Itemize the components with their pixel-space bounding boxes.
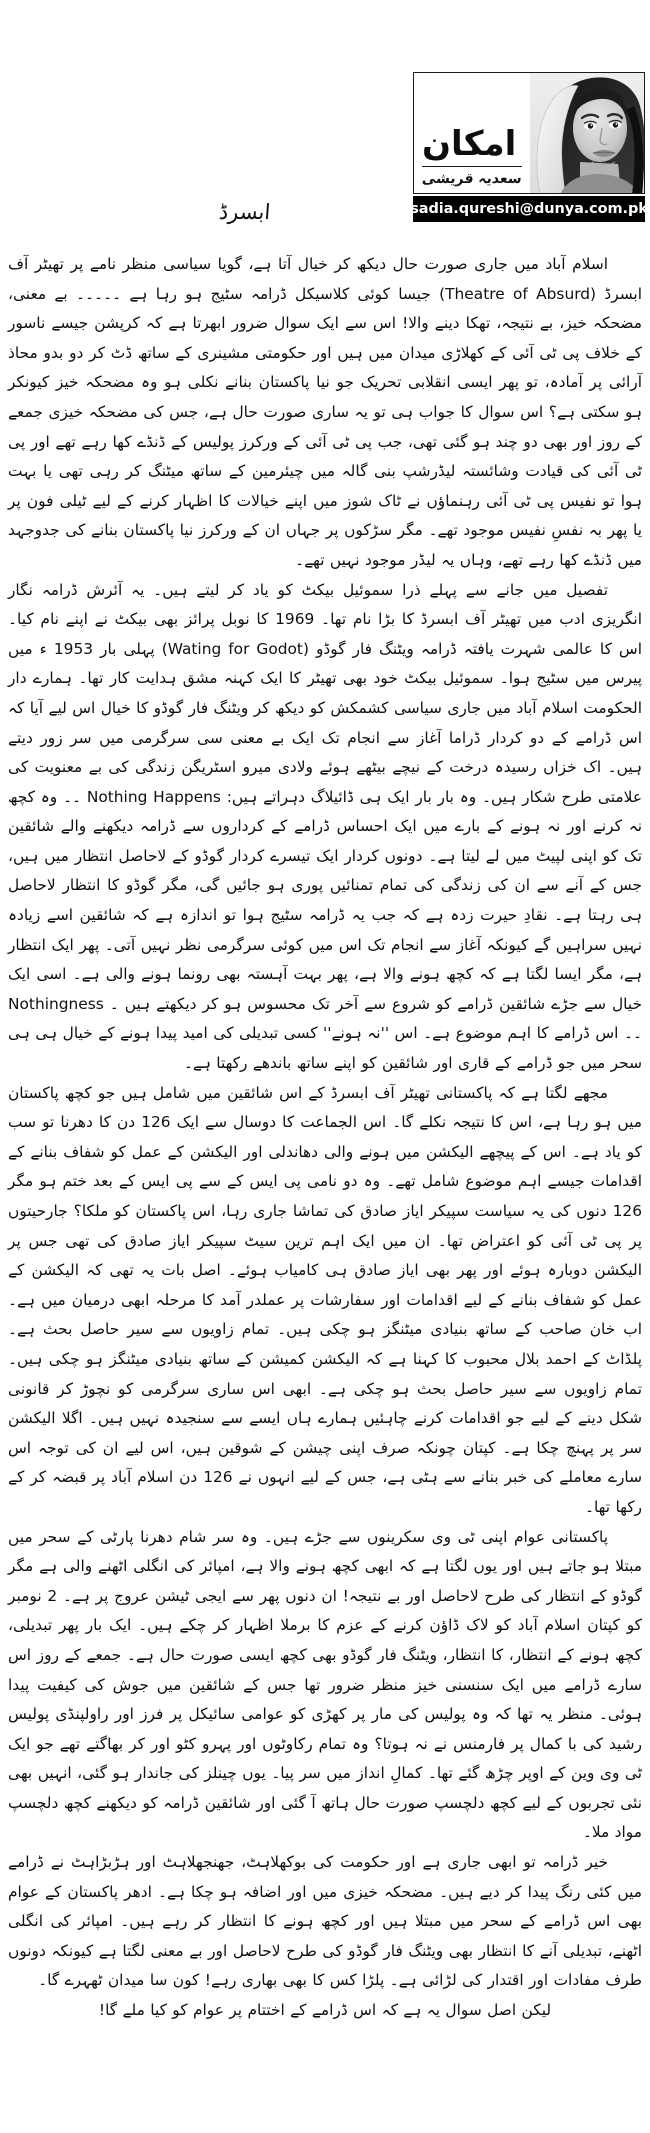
article-closing-line: لیکن اصل سوال یہ ہے کہ اس ڈرامے کے اختتام پر عوام کو کیا ملے گا! [98, 2001, 552, 2020]
article-paragraph: خیر ڈرامہ تو ابھی جاری ہے اور حکومت کی بوکھلاہٹ، جھنجھلاہٹ اور ہڑبڑاہٹ نے ڈرامے میں کئی رنگ پیدا کر دیے ہیں۔ مضحکہ خیزی میں اور اضافہ ہو چکا ہے۔ ادھر پاکستان کے عوام بھی اس ڈرامے کے سحر میں مبتلا ہیں اور کچھ ہونے کا انتظار کر رہے ہیں۔ امپائر کی انگلی اٹھنے، تبدیلی آنے کا انتظار بھی ویٹنگ فار گوڈو کی طرح لاحاصل اور بے معنی لگتا ہے کیونکہ دونوں طرف مفادات اور اقتدار کی لڑائی ہے۔ پلڑا کس کا بھی بھاری رہے! کون سا میدان ٹھہرے گا۔ [8, 1853, 642, 1990]
article-paragraph: اسلام آباد میں جاری صورت حال دیکھ کر خیال آتا ہے، گویا سیاسی منظر نامے پر تھیٹر آف ابسرڈ (Theatre of Absurd) جیسا کوئی کلاسیکل ڈرامہ سٹیج ہو رہا ہے ۔۔۔۔۔ بے معنی، مضحکہ خیز، بے نتیجہ، تھکا دینے والا! اس سے ایک سوال ضرور ابھرتا ہے کہ کرپشن جیسے ناسور کے خلاف پی ٹی آئی کے کھلاڑی میدان میں ہیں اور حکومتی مشینری کے ساتھ ڈٹ کر دو بدو محاذ آرائی پر آمادہ، تو پھر ایسی انقلابی تحریک جو نیا پاکستان بنانے نکلی ہو وہ مضحکہ خیز کیونکر ہو سکتی ہے؟ اس سوال کا جواب ہی تو یہ ساری صورت حال ہے، جس کی مضحکہ خیزی جمعے کے روز اور بھی دو چند ہو گئی تھی، جب پی ٹی آئی کے ورکرز پولیس کے ڈنڈے کھا رہے تھے اور پی ٹی آئی کی قیادت وشائستہ لیڈرشپ بنی گالہ میں چیئرمین کے ساتھ میٹنگ کر رہی تھی یا بہت ہوا تو نفیس پی ٹی آئی رہنماؤں نے ٹاک شوز میں اپنے خیالات کا اظہار کرنے کے لیے ٹیلی فون پر یا پھر بہ نفسِ نفیس موجود تھے۔ مگر سڑکوں پر جہاں ان کے ورکرز نیا پاکستان بنانے کی جدوجہد میں ڈنڈے کھا رہے تھے، وہاں یہ لیڈر موجود نہیں تھے۔ [8, 255, 642, 569]
article-paragraph: مجھے لگتا ہے کہ پاکستانی تھیٹر آف ابسرڈ کے اس شائقین میں شامل ہیں جو کچھ پاکستان میں ہو رہا ہے، اس کا نتیجہ نکلے گا۔ اس الجماعت کا دوسال سے ایک 126 دن کا دھرنا تو سب کو یاد ہے۔ اس کے پیچھے الیکشن میں ہونے والی دھاندلی اور الیکشن کے عمل کو شفاف بنانے کے اقدامات جیسے اہم موضوع شامل تھے۔ وہ دو نامی پی ایس کے سے پی ایس کے بعد ختم ہو مگر 126 دنوں کی یہ سیاست سپیکر ایاز صادق کی تماشا جاری رہا، اس پاکستان کو ملکا؟ جارحیتوں پر پی ٹی آئی کو اعتراض تھا۔ ان میں ایک اہم ترین سیٹ سپیکر ایاز صادق کی تھی جس پر الیکشن دوبارہ ہوئے اور پھر بھی ایاز صادق ہی کامیاب ہوئے۔ اصل بات یہ تھی کہ الیکشن کے عمل کو شفاف بنانے کے لیے اقدامات اور سفارشات پر عملدر آمد کا مرحلہ ابھی درمیان میں ہے۔ اب خان صاحب کے ساتھ بنیادی میٹنگز ہو چکی ہیں۔ تمام زاویوں سے سیر حاصل بحث ہے۔ پلڈاٹ کے احمد بلال محبوب کا کہنا ہے کہ الیکشن کمیشن کے ساتھ بنیادی میٹنگز ہو چکی ہیں۔ تمام زاویوں سے سیر حاصل بحث ہو چکی ہے۔ ابھی اس ساری سرگرمی کو نچوڑ کر قانونی شکل دینے کے لیے جو اقدامات کرنے چاہئیں ہمارے ہاں ایسے سے سنجیدہ نہیں ہیں۔ اگلا الیکشن سر پر پہنچ چکا ہے۔ کپتان چونکہ صرف اپنی چیشن کے شوقین ہیں، اس لیے ان کی توجہ اس سارے معاملے کی خبر بنانے سے ہٹی ہے، جس کے لیے انہوں نے 126 دن اسلام آباد پر قبضہ کر کے رکھا تھا۔ [8, 1083, 642, 1516]
masthead [410, 72, 648, 222]
column-name: امکان [422, 123, 517, 164]
author-email[interactable]: sadia.qureshi@dunya.com.pk [413, 196, 645, 222]
article-body [8, 250, 642, 2026]
article-title: ابسرڈ [217, 200, 271, 225]
masthead-frame [413, 72, 645, 194]
brand-block [414, 73, 528, 193]
author-name: سعدیہ قریشی [421, 171, 523, 187]
brand-divider [422, 166, 522, 168]
article-paragraph: پاکستانی عوام اپنی ٹی وی سکرینوں سے جڑے ہیں۔ وہ سر شام دھرنا پارٹی کے سحر میں مبتلا ہو جاتے ہیں اور یوں لگتا ہے کہ ابھی کچھ ہونے والا ہے، امپائر کی انگلی اٹھنے والی ہے مگر گوڈو کے انتظار کی طرح لاحاصل اور بے نتیجہ! ان دنوں پھر سے ایجی ٹیشن عروج پر ہے۔ 2 نومبر کو کپتان اسلام آباد کو لاک ڈاؤن کرنے کے عزم کا برملا اظہار کر چکے ہیں۔ ایک بار پھر تبدیلی، کچھ ہونے کے انتظار، کا انتظار، ویٹنگ فار گوڈو بھی کچھ ایسی صورت حال ہے۔ جمعے کے روز اس سارے ڈرامے میں ایک سنسنی خیز منظر ضرور تھا جس کے شائقین میں جوش کی کیفیت پیدا ہوئی۔ منظر یہ تھا کہ وہ پولیس کی مار پر کھڑی کو عوامی سائیکل پر فرز اور راولپنڈی پولیس رشید کی با کمال پر فارمنس نے نہ ہوتا؟ وہ تمام رکاوٹوں اور پہرو کٹو اور کر بھاگتے تھے جو ایک ٹی وی وین کے اوپر چڑھ گئے تھا۔ کمالِ انداز میں سر پیا۔ یوں چینلز کی جاندار ہو گئی، انہیں بھی نئی تجربوں کے لیے کچھ دلچسپ صورت حال ہاتھ آ گئی اور شائقین ڈرامہ کو دیکھنے کچھ دلچسپ مواد ملا۔ [8, 1527, 642, 1842]
article-paragraph: تفصیل میں جانے سے پہلے ذرا سموئیل بیکٹ کو یاد کر لیتے ہیں۔ یہ آئرش ڈرامہ نگار انگریزی ادب میں تھیٹر آف ابسرڈ کا بڑا نام تھا۔ 1969 کا نوبل پرائز بھی بیکٹ نے اپنے نام کیا۔ اس کا عالمی شہرت یافتہ ڈرامہ ویٹنگ فار گوڈو (Wating for Godot) پہلی بار 1953 ء میں پیرس میں سٹیج ہوا۔ سموئیل بیکٹ خود بھی تھیٹر کا ایک کہنہ مشق ہدایت کار تھا۔ ہمارے دار الحکومت اسلام آباد میں جاری سیاسی کشمکش کو دیکھ کر ویٹنگ فار گوڈو کا خیال اس لیے آیا کہ اس ڈرامے کے دو کردار ڈراما آغاز سے انجام تک ایک بے معنی سی سرگرمی میں سر زور دیتے ہیں۔ اک خزاں رسیدہ درخت کے نیچے بیٹھے ہوئے ولادی میرو اسٹریگن زندگی کی بے معنویت کی علامتی طرح شکار ہیں۔ وہ بار بار ایک ہی ڈائیلاگ دہراتے ہیں: Nothing Happens ۔۔ وہ کچھ نہ کرنے اور نہ ہونے کے بارے میں ایک احساس ڈرامے کے کرداروں سے ڈرامہ دیکھنے والے شائقین تک کو اپنی لپیٹ میں لے لیتا ہے۔ دونوں کردار ایک تیسرے کردار گوڈو کے لاحاصل انتظار میں ہیں، جس کے آنے سے ان کی زندگی کی تمام تمنائیں پوری ہو جائیں گی، مگر گوڈو کا انتظار لاحاصل ہی رہتا ہے۔ نقادِ حیرت زدہ ہے کہ جب یہ ڈرامہ سٹیج ہوا تو اندازہ ہے کہ شائقین اسے زیادہ نہیں سراہیں گے کیونکہ آغاز سے انجام تک اس میں کوئی سرگرمی نظر نہیں آتی۔ پھر ایک انتظار ہے، مگر ایسا لگتا ہے کہ کچھ ہونے والا ہے، پھر بہت آہستہ بھی رونما ہونے والی ہے۔ اسی ایک خیال سے جڑے شائقین ڈرامے کو شروع سے آخر تک محسوس ہو کر دیکھتے ہیں ۔ Nothingness ۔۔ اس ڈرامے کا اہم موضوع ہے۔ اس ''نہ ہونے'' کسی تبدیلی کی امید پیدا ہونے کے خیال ہی ہی سحر میں جو ڈرامے کے قاری اور شائقین کو اپنے ساتھ باندھے رکھتا ہے۔ [8, 580, 642, 1073]
author-portrait [530, 72, 645, 194]
